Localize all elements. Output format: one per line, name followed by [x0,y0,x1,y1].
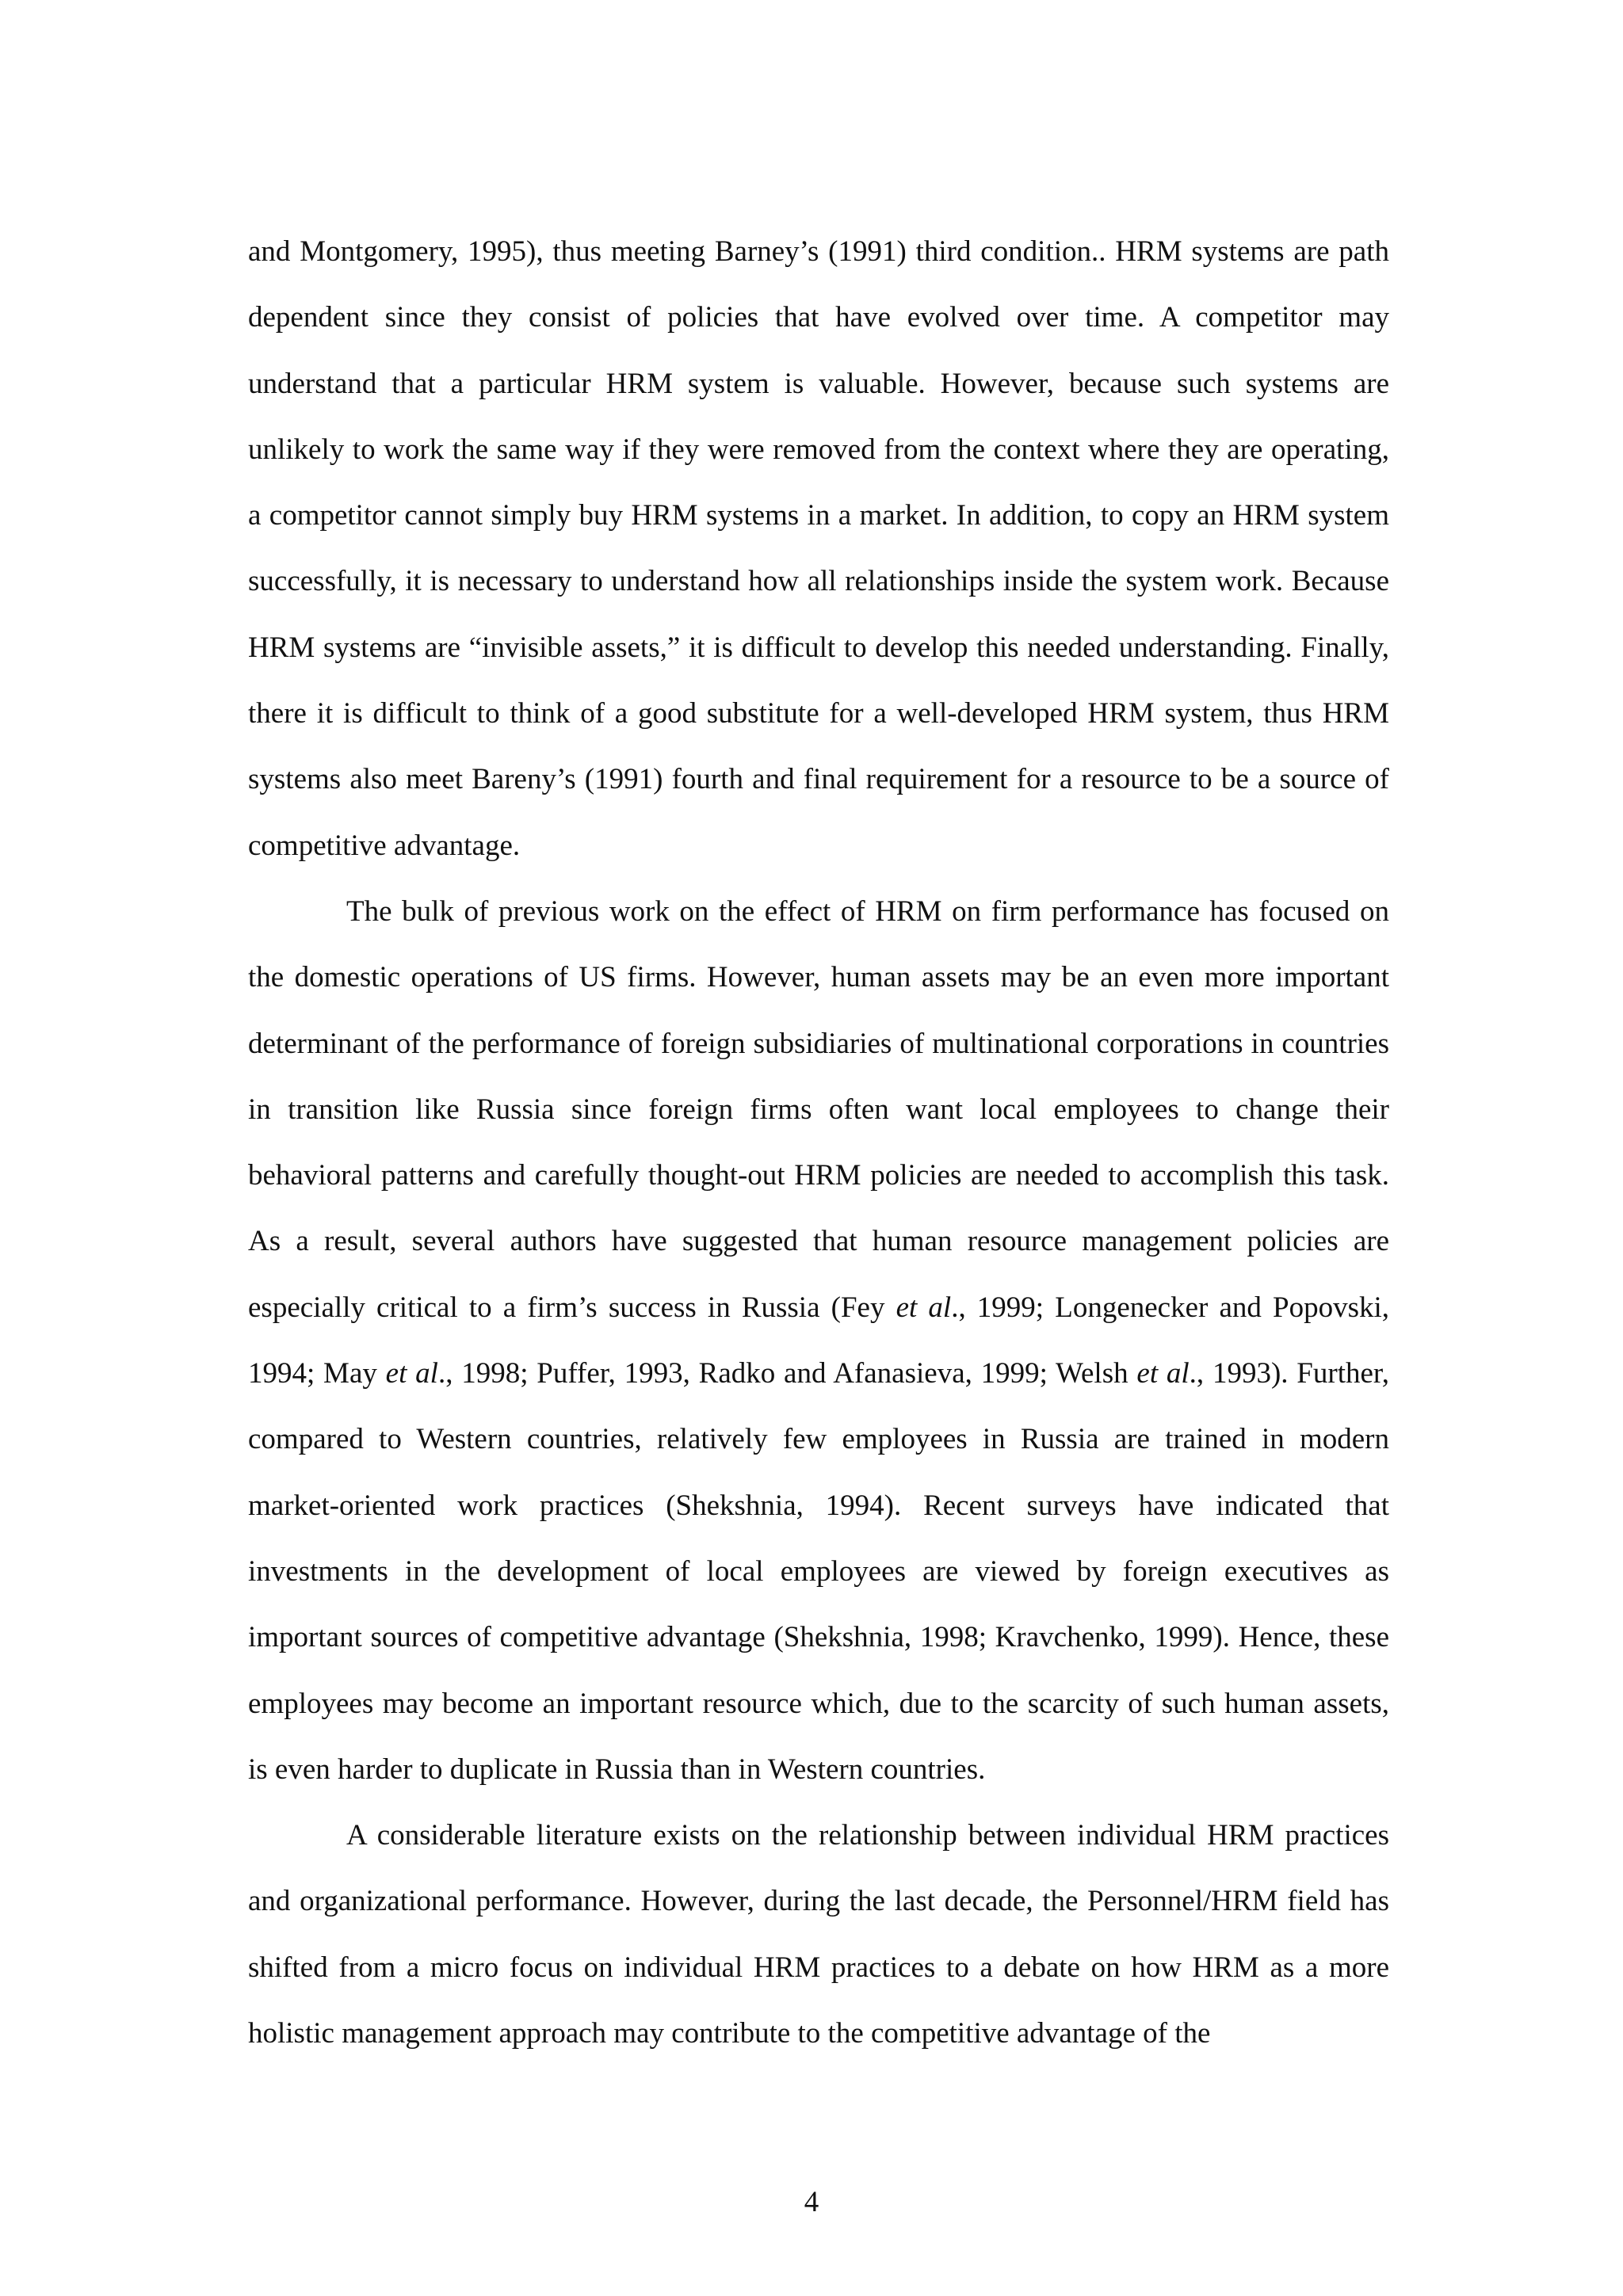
paragraph-2 [248,879,1389,1802]
paragraph-2-text-1: The bulk of previous work on the effect of HRM on firm performance has focused on the domestic operations of US firms. However, human assets may be an even more important determinant of the performance of foreign subsidiaries of multinational corporations in countries in transition like Russia since foreign firms often want local employees to change their behavioral patterns and carefully thought-out HRM policies are needed to accomplish this task. As a result, several authors have suggested that human resource management policies are especially critical to a firm’s success in Russia (Fey [248,894,1389,1324]
paragraph-2-text-2: ., 1999; Longenecker and Popovski, 1994; May [248,1291,1389,1390]
paragraph-2-italic-3: et al [1136,1357,1190,1390]
paragraph-2-italic-1: et al [896,1291,952,1324]
page-number: 4 [804,2186,819,2218]
paragraph-2-text-4: ., 1993). Further, compared to Western countries, relatively few employees in Russia are trained in modern market-oriented work practices (Shekshnia, 1994). Recent surveys have indicated that investments in the development of local employees are viewed by foreign executives as important sources of competitive advantage (Shekshnia, 1998; Kravchenko, 1999). Hence, these employees may become an important resource which, due to the scarcity of such human assets, is even harder to duplicate in Russia than in Western countries. [248,1357,1389,1786]
paragraph-3-text: A considerable literature exists on the relationship between individual HRM practices and organizational performance. However, during the last decade, the Personnel/HRM field has shifted from a micro focus on individual HRM practices to a debate on how HRM as a more holistic management approach may contribute to the competitive advantage of the [248,1819,1389,2050]
paragraph-3 [248,1802,1389,2066]
page-body [248,219,1389,2066]
paragraph-2-italic-2: et al [385,1357,438,1390]
paragraph-1 [248,219,1389,879]
paragraph-2-text-3: ., 1998; Puffer, 1993, Radko and Afanasieva, 1999; Welsh [437,1357,1137,1390]
paragraph-1-text: and Montgomery, 1995), thus meeting Barney’s (1991) third condition.. HRM systems are path dependent since they consist of policies that have evolved over time. A competitor may understand that a particular HRM system is valuable. However, because such systems are unlikely to work the same way if they were removed from the context where they are operating, a competitor cannot simply buy HRM systems in a market. In addition, to copy an HRM system successfully, it is necessary to understand how all relationships inside the system work. Because HRM systems are “invisible assets,” it is difficult to develop this needed understanding. Finally, there it is difficult to think of a good substitute for a well-developed HRM system, thus HRM systems also meet Bareny’s (1991) fourth and final requirement for a resource to be a source of competitive advantage. [248,235,1389,862]
